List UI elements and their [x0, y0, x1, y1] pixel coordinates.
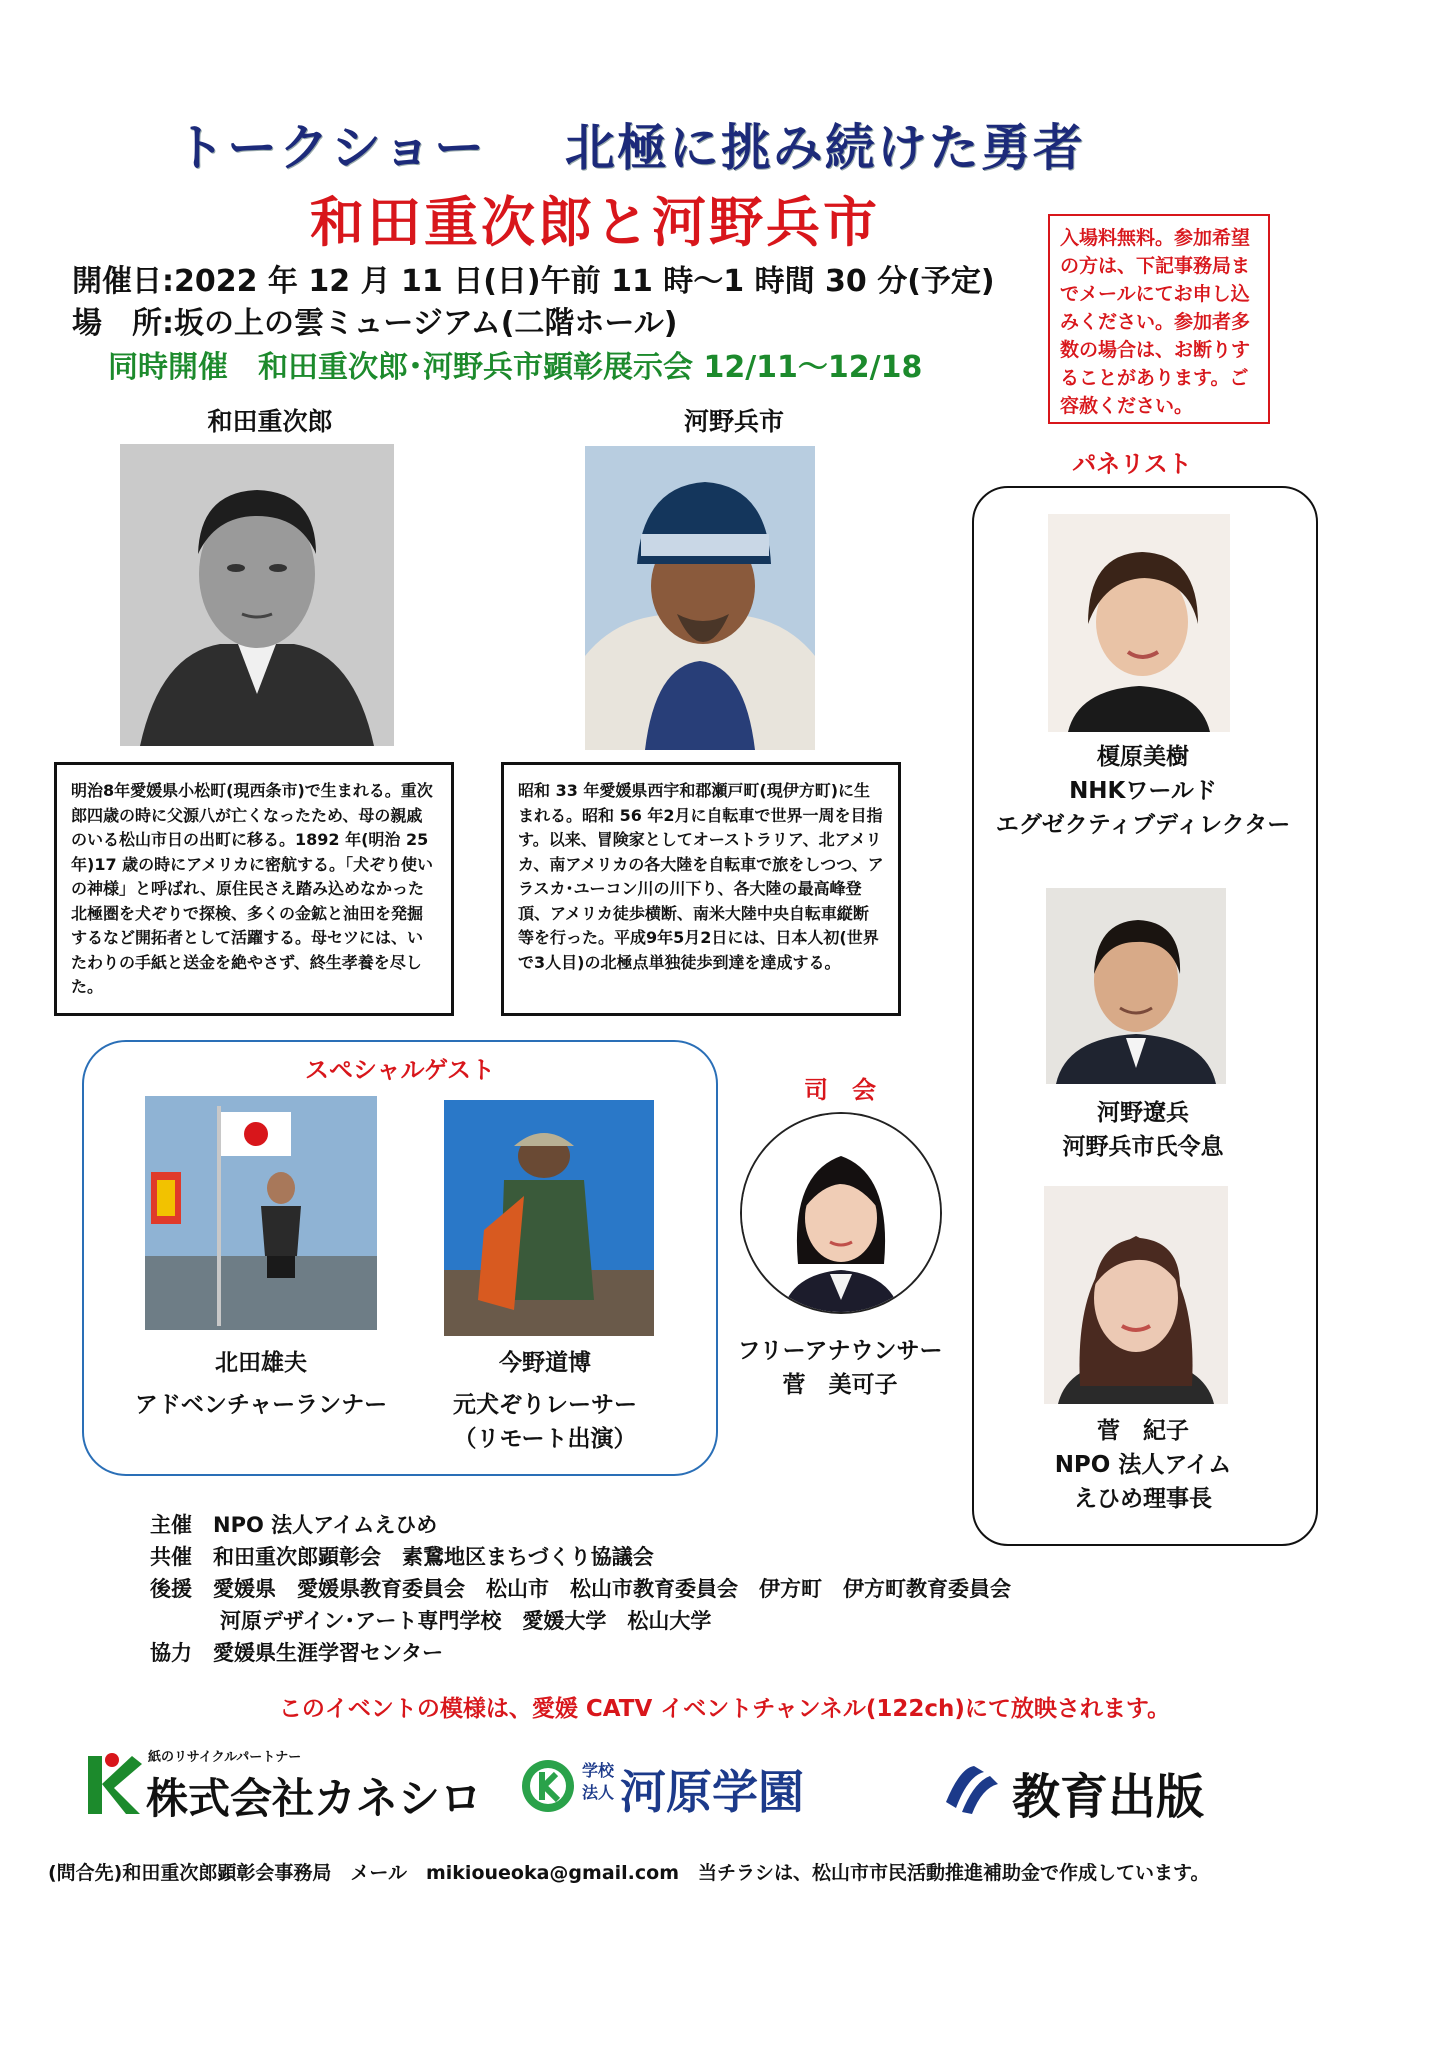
mc-role: フリーアナウンサー [737, 1338, 943, 1364]
panelist-2-caption [972, 1096, 1314, 1164]
admission-notice: 入場料無料。参加希望の方は、下記事務局までメールにてお申し込みください。参加者多数の場合は、お断りすることがあります。ご容赦ください。 [1048, 214, 1270, 424]
kawahara-mark-icon [520, 1758, 576, 1814]
event-date: 開催日:2022 年 12 月 11 日(日)午前 11 時～1 時間 30 分(予定) [72, 264, 995, 299]
title-line1 [175, 108, 1085, 180]
title-main: 北極に挑み続けた勇者 [564, 119, 1085, 177]
guest-1-role: アドベンチャーランナー [134, 1392, 388, 1418]
guest-1-caption [126, 1346, 396, 1422]
concurrent-exhibition: 同時開催 和田重次郎･河野兵市顕彰展示会 12/11～12/18 [108, 350, 923, 385]
guest-2-role: 元犬ぞりレーサー [453, 1392, 637, 1418]
special-guest-heading: スペシャルゲスト [304, 1056, 496, 1084]
panelists-heading: パネリスト [1072, 450, 1192, 478]
broadcast-notice: このイベントの模様は、愛媛 CATV イベントチャンネル(122ch)にて放映されます。 [278, 1696, 1171, 1722]
kawahara-name: 河原学園 [620, 1765, 804, 1819]
kaneshiro-name: 株式会社カネシロ [146, 1774, 483, 1823]
kaneshiro-tagline: 紙のリサイクルパートナー [148, 1750, 302, 1765]
panelist-1-name: 榎原美樹 [1097, 744, 1189, 770]
kono-photo [585, 446, 815, 750]
kaneshiro-mark-icon [84, 1750, 144, 1816]
kono-bio: 昭和 33 年愛媛県西宇和郡瀬戸町(現伊方町)に生まれる。昭和 56 年2月に自転車で世界一周を目指す。以来、冒険家としてオーストラリア、北アメリカ、南アメリカの各大陸を自転車で旅をしつつ、アラスカ･ユーコン川の川下り、各大陸の最高峰登頂、アメリカ徒歩横断、南米大陸中央自転車縦断等を行った。平成9年5月2日には、日本人初(世界で3人目)の北極点単独徒歩到達を達成する。 [501, 762, 901, 1016]
kyoiku-mark-icon [940, 1762, 1000, 1816]
mc-name: 菅 美可子 [782, 1372, 898, 1398]
kyoiku-name: 教育出版 [1012, 1769, 1205, 1825]
mc-heading: 司 会 [804, 1076, 876, 1104]
panelist-3-caption [972, 1414, 1314, 1516]
organizer-cooperation: 協力 愛媛県生涯学習センター [150, 1641, 444, 1665]
wada-photo [120, 444, 394, 746]
wada-name: 和田重次郎 [207, 407, 333, 436]
contact-footer: (問合先)和田重次郎顕彰会事務局 メール mikioueoka@gmail.com 当チラシは、松山市市民活動推進補助金で作成しています。 [48, 1862, 1210, 1884]
organizer-host: 主催 NPO 法人アイムえひめ [150, 1513, 438, 1537]
panelist-photo-2 [1046, 888, 1226, 1084]
panelist-2-name: 河野遼兵 [1097, 1100, 1189, 1126]
event-venue: 場 所:坂の上の雲ミュージアム(二階ホール) [72, 306, 678, 341]
kaneshiro-logo [84, 1746, 483, 1823]
mc-caption [718, 1334, 962, 1402]
guest-1-name: 北田雄夫 [215, 1350, 307, 1376]
title-line2: 和田重次郎と河野兵市 [310, 191, 880, 254]
panelist-photo-1 [1048, 514, 1230, 732]
guest-2-caption [410, 1346, 680, 1456]
panelist-photo-3 [1044, 1186, 1228, 1404]
organizer-support-cont: 河原デザイン･アート専門学校 愛媛大学 松山大学 [220, 1609, 712, 1633]
guest-photo-1 [145, 1096, 377, 1330]
guest-2-note: （リモート出演） [453, 1426, 637, 1452]
panelist-3-title: えひめ理事長 [1074, 1486, 1212, 1512]
panelist-3-org: NPO 法人アイム [1054, 1452, 1232, 1478]
title-prefix: トークショー [175, 119, 486, 177]
kawahara-logo [520, 1756, 880, 1822]
wada-bio: 明治8年愛媛県小松町(現西条市)で生まれる。重次郎四歳の時に父源八が亡くなったため、母の親戚のいる松山市日の出町に移る。1892 年(明治 25 年)17 歳の時にアメリカに密航する。「犬ぞり使いの神様」と呼ばれ、原住民さえ踏み込めなかった北極圏を犬ぞりで探検、多くの金鉱と油田を発掘するなど開拓者として活躍する。母セツには、いたわりの手紙と送金を絶やさず、終生孝養を尽した。 [54, 762, 454, 1016]
panelist-3-name: 菅 紀子 [1097, 1418, 1189, 1444]
guest-photo-2 [444, 1100, 654, 1336]
organizer-support: 後援 愛媛県 愛媛県教育委員会 松山市 松山市教育委員会 伊方町 伊方町教育委員会 [150, 1577, 1011, 1601]
panelist-1-affiliation: NHKワールド [1069, 778, 1217, 804]
organizer-cohost: 共催 和田重次郎顕彰会 素鵞地区まちづくり協議会 [150, 1545, 654, 1569]
kawahara-type: 学校 法人 [582, 1761, 615, 1802]
panelist-2-relation: 河野兵市氏令息 [1062, 1134, 1224, 1160]
kono-name: 河野兵市 [683, 407, 784, 436]
panelist-1-caption [972, 740, 1314, 842]
panelist-1-title: エグゼクティブディレクター [995, 812, 1291, 838]
guest-2-name: 今野道博 [499, 1350, 591, 1376]
kyoiku-logo [940, 1756, 1270, 1825]
mc-photo [740, 1112, 942, 1314]
